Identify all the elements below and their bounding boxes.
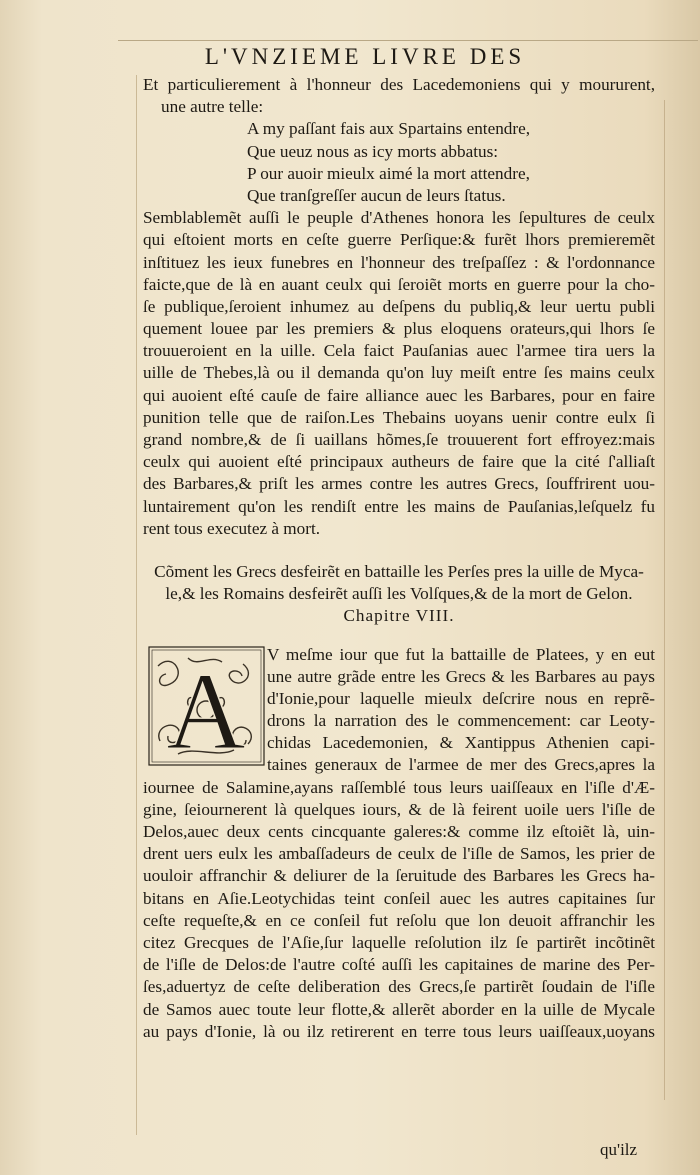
text-line: rent tous executez à mort. (143, 518, 321, 538)
verse-line: Que ueuz nous as icy morts abbatus: (247, 141, 499, 161)
text-line: Delos,auec deux cents cincquante galeres:& comme ilz eſtoiẽt là, uin- (143, 822, 655, 841)
text-line: au pays d'Ionie, là ou ilz retirerent en terre tous leurs uaiſſeaux,uoyans (143, 1021, 655, 1041)
text-line: quement louee par les premiers & plus eloquens orateurs,qui lhors ſe (143, 319, 655, 339)
chapter-heading-line: le,& les Romains desfeirẽt auſſi les Volſques,& de la mort de Gelon. (165, 584, 633, 604)
text-line: punition telle que de raiſon.Les Thebains uoyans uenir contre eulx ſi (143, 407, 655, 427)
text-line: chidas Lacedemonien, & Xantippus Athenien capi- (267, 733, 655, 753)
dropcap-letter: A (166, 649, 246, 766)
text-line: Et particulierement à l'honneur des Lacedemoniens qui y moururent, (143, 75, 655, 94)
top-rule (118, 40, 698, 41)
text-line: gine, ſeiournerent là quelques iours, & de là feirent uoile uers l'iſle de (143, 799, 655, 819)
text-line: trouueroient en la uille. Cela faict Pauſanias auec l'armee tira uers la (143, 341, 655, 361)
text-line: une autre telle: (161, 97, 264, 117)
dropcap-paragraph (143, 644, 655, 777)
chapter-heading-line: Cõment les Grecs desfeirẽt en battaille les Perſes pres la uille de Myca- (154, 561, 644, 581)
text-line: citez Grecques de l'Aſie,ſur laquelle reſolution ilz ſe partirẽt incõtinẽt (143, 932, 655, 952)
text-line: grand nombre,& de ſi uaillans hõmes,ſe trouuerent fort effroyez:mais (143, 430, 655, 449)
text-line: de l'iſle de Delos:de l'autre coſté auſſi les capitaines de marine des Per- (143, 955, 655, 975)
text-line: ceſte requeſte,& en ce conſeil fut reſolu que lon deuoit affranchir les (143, 910, 655, 930)
right-margin-rule (664, 100, 665, 1100)
text-line: taines generaux de l'armee de mer des Grecs,apres la (267, 755, 655, 775)
text-line: ſe publique,ſeroient inhumez au deſpens du publiq,& leur uertu publi (143, 296, 655, 316)
ornamental-initial-a-icon (148, 646, 265, 766)
text-line: qui auoient eſté cauſe de faire alliance auec les Barbares, pour en faire (143, 385, 655, 405)
text-line: uouloir affranchir & deliurer de la ſeruitude des Barbares les Grecs ha- (143, 866, 655, 886)
text-line: Semblablemẽt auſſi le peuple d'Athenes honora les ſepultures de ceulx (143, 208, 655, 228)
text-line: luntairement qu'on les rendiſt entre les mains de Pauſanias,leſquelz fu (143, 496, 655, 516)
text-line: drent uers eulx les ambaſſadeurs de ceulx de l'iſle de Samos, les prier de (143, 844, 655, 864)
text-line: d'Ionie,pour laquelle mieulx deſcrire nous en reprẽ- (267, 688, 655, 708)
text-line: ceulx qui auoient eſté principaux autheurs de faire que la cité ſ'alliaſt (143, 452, 655, 472)
text-line: iournee de Salamine,ayans raſſemblé tous leurs uaiſſeaux en l'iſle d'Æ- (143, 777, 655, 797)
verse-line: P our auoir mieulx aimé la mort attendre, (247, 163, 530, 183)
verse-line: Que tranſgreſſer aucun de leurs ſtatus. (247, 185, 506, 205)
text-line: uille de Thebes,là ou il demanda qu'on luy meiſt entre ſes mains ceulx (143, 363, 655, 383)
text-line: faicte,que de là en auant ceulx qui ſeroiẽt morts en guerre pour la cho- (143, 274, 655, 294)
catchword: qu'ilz (600, 1140, 638, 1159)
text-line: qui eſtoient morts en ceſte guerre Perſique:& furẽt lhors premieremẽt (143, 230, 655, 250)
running-head: L'VNZIEME LIVRE DES (204, 44, 526, 69)
text-line: ſes,aduertyz de ceſte deliberation des Grecs,ſe partirẽt ſoudain de l'iſle (143, 977, 655, 997)
chapter-label: Chapitre VIII. (343, 606, 455, 626)
text-line: inſtituez les ieux funebres en l'honneur des treſpaſſez : & l'ordonnance (143, 252, 655, 272)
text-line: drons la narration des le commencement: car Leoty- (267, 711, 655, 731)
text-line: de Samos auec toute leur flotte,& allerẽt aborder en la uille de Mycale (143, 999, 655, 1019)
text-line: une autre grãde entre les Grecs & les Barbares au pays (267, 666, 655, 686)
verse-line: A my paſſant fais aux Spartains entendre, (247, 119, 531, 139)
left-margin-rule (136, 75, 137, 1135)
text-line: des Barbares,& priſt les armes contre les autres Grecs, ſouffrirent uou- (143, 474, 655, 494)
text-block (143, 74, 655, 1043)
text-line: bitans en Aſie.Leotychidas teint conſeil auec les autres capitaines ſur (143, 888, 655, 908)
text-line: V meſme iour que fut la battaille de Platees, y en eut (267, 644, 655, 664)
